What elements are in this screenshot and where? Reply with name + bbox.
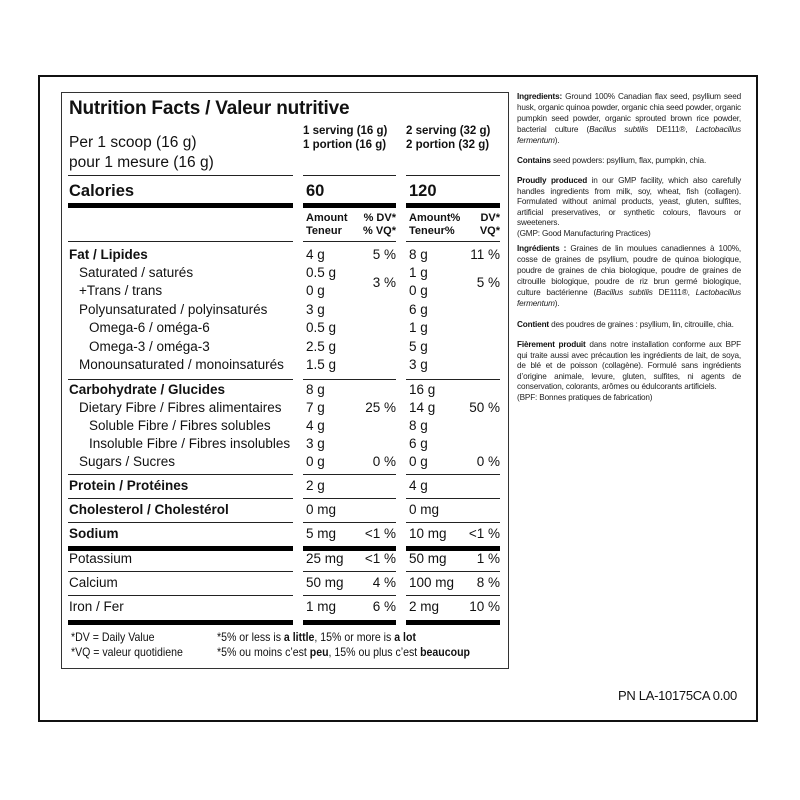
nutrient-dv-1: 25 % — [365, 400, 396, 415]
calories-label: Calories — [69, 182, 135, 200]
nutrient-amount-2: 5 g — [409, 339, 428, 354]
nutrient-label: Carbohydrate / Glucides — [69, 382, 226, 397]
divider — [303, 522, 396, 523]
nutrient-label: Potassium — [69, 551, 133, 566]
divider — [303, 498, 396, 499]
ingredients-fr-label: Ingrédients : — [517, 244, 567, 253]
divider — [68, 522, 293, 523]
dv-header-2 — [460, 212, 500, 238]
facility-fr — [517, 340, 741, 403]
serving-size — [69, 133, 214, 173]
dv-guidance-fr: *5% ou moins c’est peu, 15% ou plus c’est beaucoup — [217, 645, 470, 659]
nutrient-amount-1: 4 g — [306, 418, 325, 433]
nutrient-label: Dietary Fibre / Fibres alimentaires — [79, 400, 282, 415]
contains-en — [517, 155, 741, 166]
nutrient-label: Omega-6 / oméga-6 — [89, 320, 210, 335]
divider — [406, 498, 500, 499]
nutrient-label: Saturated / saturés — [79, 265, 194, 280]
amount-header-1 — [306, 212, 348, 238]
nutrient-label: Polyunsaturated / polyinsaturés — [79, 302, 268, 317]
nutrient-amount-1: 0 mg — [306, 502, 337, 517]
calories-value-1: 60 — [306, 182, 325, 200]
nutrient-amount-1: 8 g — [306, 382, 325, 397]
contains-en-text: seed powders: psyllium, flax, pumpkin, chia. — [550, 156, 707, 165]
culture-name: Lactobacillus fermentum — [517, 125, 741, 145]
nutrient-label: Cholesterol / Cholestérol — [69, 502, 229, 517]
ingredients-fr: Ingrédients : Graines de lin moulues canadiennes à 100%, cosse de graines de psyllium, poudre de quinoa biologique, poudre de graines de chia biologique, poudre de graines de citrouille biologique, poudre de riz brun germé biologique, culture bactérienne (Bacillus subtilis DE111®, Lactobacillus fermentum). — [517, 244, 742, 308]
nutrition-title: Nutrition Facts / Valeur nutritive — [69, 98, 350, 119]
gmp-note: (GMP: Good Manufacturing Practices) — [517, 228, 651, 238]
nutrient-amount-1: 1 mg — [306, 599, 337, 614]
nutrient-amount-2: 1 g — [409, 320, 428, 335]
divider — [68, 474, 293, 475]
divider — [406, 595, 500, 596]
nutrient-amount-2: 50 mg — [409, 551, 447, 566]
dv-header-fr: VQ* — [479, 225, 500, 237]
sat-trans-dv-1: 3 % — [372, 275, 396, 290]
nutrient-amount-1: 1.5 g — [306, 357, 337, 372]
contains-fr-label: Contient — [517, 320, 549, 329]
amount-header-fr: Teneur — [306, 225, 342, 237]
facility-fr-label: Fièrement produit — [517, 340, 586, 349]
divider — [68, 379, 293, 380]
nutrition-facts-table — [61, 92, 509, 669]
nutrient-dv-1: <1 % — [364, 551, 396, 566]
nutrient-dv-1: 0 % — [372, 454, 396, 469]
divider — [68, 595, 293, 596]
dv-legend-fr: *VQ = valeur quotidiene — [71, 645, 183, 659]
nutrient-amount-1: 0 g — [306, 454, 325, 469]
nutrient-label: Monounsaturated / monoinsaturés — [79, 357, 284, 372]
nutrient-dv-2: 50 % — [469, 400, 500, 415]
divider — [406, 241, 500, 242]
facility-en-text: in our GMP facility, which also carefully handles ingredients from milk, soy, wheat, fish (collagen). Formulated without animal products, yeast, gluten, sulfites, artificial preservatives, or synthetic colours, flavours or sweeteners. — [517, 176, 742, 227]
serving-fr-1: 1 portion (16 g) — [303, 139, 387, 151]
dv-header-1 — [356, 212, 396, 238]
divider — [303, 175, 396, 176]
ingredients-en-label: Ingredients: — [517, 92, 563, 101]
nutrient-dv-2: 1 % — [476, 551, 500, 566]
divider — [406, 474, 500, 475]
amount-header-en: Amount% — [409, 212, 461, 224]
serving-header-1 — [303, 124, 387, 152]
nutrient-dv-1: <1 % — [364, 526, 396, 541]
thick-divider — [303, 203, 396, 208]
nutrient-amount-2: 16 g — [409, 382, 436, 397]
nutrient-label: Fat / Lipides — [69, 247, 148, 262]
nutrient-amount-1: 5 mg — [306, 526, 337, 541]
amount-header-2 — [409, 212, 460, 238]
dv-header-fr: % VQ* — [362, 225, 396, 237]
nutrient-label: Calcium — [69, 575, 118, 590]
nutrient-amount-1: 3 g — [306, 436, 325, 451]
dv-guidance-en: *5% or less is a little, 15% or more is a lot — [217, 630, 416, 644]
serving-fr-2: 2 portion (32 g) — [406, 139, 490, 151]
nutrient-dv-2: 10 % — [469, 599, 500, 614]
nutrient-label: Protein / Protéines — [69, 478, 189, 493]
nutrient-amount-1: 50 mg — [306, 575, 344, 590]
dv-legend-en: *DV = Daily Value — [71, 630, 155, 644]
serving-header-2 — [406, 124, 490, 152]
nutrient-amount-2: 4 g — [409, 478, 428, 493]
nutrient-label: Sodium — [69, 526, 119, 541]
nutrient-amount-2: 1 g — [409, 265, 428, 280]
nutrient-amount-1: 0.5 g — [306, 265, 337, 280]
divider — [68, 498, 293, 499]
divider — [406, 571, 500, 572]
serving-size-en: Per 1 scoop (16 g) — [69, 134, 197, 151]
divider — [406, 522, 500, 523]
calories-value-2: 120 — [409, 182, 437, 200]
thick-divider — [406, 620, 500, 625]
contains-en-label: Contains — [517, 156, 551, 165]
nutrient-dv-1: 6 % — [372, 599, 396, 614]
nutrient-label: Soluble Fibre / Fibres solubles — [89, 418, 271, 433]
facility-en — [517, 176, 741, 239]
culture-name: Lactobacillus fermentum — [517, 288, 741, 308]
nutrient-amount-1: 7 g — [306, 400, 325, 415]
divider — [303, 474, 396, 475]
nutrient-amount-1: 4 g — [306, 247, 325, 262]
nutrient-dv-1: 4 % — [372, 575, 396, 590]
contains-fr — [517, 319, 741, 330]
nutrient-amount-2: 10 mg — [409, 526, 447, 541]
amount-header-fr: Teneur% — [409, 225, 455, 237]
culture-name: Bacillus subtilis — [596, 288, 653, 297]
dv-guidance — [217, 630, 470, 660]
nutrient-amount-2: 8 g — [409, 247, 428, 262]
divider — [303, 595, 396, 596]
divider — [303, 571, 396, 572]
divider — [303, 241, 396, 242]
contains-fr-text: des poudres de graines : psyllium, lin, citrouille, chia. — [549, 320, 734, 329]
nutrient-amount-1: 0.5 g — [306, 320, 337, 335]
serving-size-fr: pour 1 mesure (16 g) — [69, 154, 214, 171]
nutrient-dv-2: 8 % — [476, 575, 500, 590]
nutrient-dv-2: 0 % — [476, 454, 500, 469]
divider — [68, 571, 293, 572]
nutrient-label: Insoluble Fibre / Fibres insolubles — [89, 436, 291, 451]
nutrient-amount-2: 0 g — [409, 283, 428, 298]
nutrient-amount-2: 8 g — [409, 418, 428, 433]
nutrient-amount-2: 0 mg — [409, 502, 440, 517]
nutrient-amount-1: 2.5 g — [306, 339, 337, 354]
nutrient-amount-2: 6 g — [409, 436, 428, 451]
sat-trans-dv-2: 5 % — [476, 275, 500, 290]
facility-fr-text: dans notre installation conforme aux BPF qui traite aussi avec précaution les ingrédients de lait, de soya, de blé et de poisson (collagène). Formulé sans ingrédients d’origine animale, levure, gluten, sulfites, ni agents de conservation, colorants, arômes ou édulcorants artificiels. — [517, 340, 741, 391]
nutrient-amount-2: 3 g — [409, 357, 428, 372]
thick-divider — [68, 620, 293, 625]
nutrient-amount-2: 0 g — [409, 454, 428, 469]
divider — [406, 379, 500, 380]
divider — [303, 379, 396, 380]
dv-header-en: DV* — [480, 212, 500, 224]
nutrient-amount-1: 2 g — [306, 478, 325, 493]
nutrient-amount-2: 2 mg — [409, 599, 440, 614]
thick-divider — [406, 203, 500, 208]
amount-header-en: Amount — [306, 212, 348, 224]
serving-en-2: 2 serving (32 g) — [406, 125, 491, 137]
nutrient-amount-1: 25 mg — [306, 551, 344, 566]
nutrient-dv-2: 11 % — [470, 247, 500, 262]
dv-header-en: % DV* — [363, 212, 396, 224]
nutrient-label: Omega-3 / oméga-3 — [89, 339, 210, 354]
nutrient-label: Sugars / Sucres — [79, 454, 176, 469]
nutrient-amount-2: 6 g — [409, 302, 428, 317]
divider — [68, 175, 293, 176]
facility-en-label: Proudly produced — [517, 176, 588, 185]
serving-en-1: 1 serving (16 g) — [303, 125, 388, 137]
culture-name: Bacillus subtilis — [589, 125, 649, 134]
dv-legend — [71, 630, 183, 660]
nutrient-label: Iron / Fer — [69, 599, 124, 614]
divider — [406, 175, 500, 176]
divider — [68, 241, 293, 242]
nutrient-dv-1: 5 % — [372, 247, 396, 262]
nutrient-amount-2: 100 mg — [409, 575, 455, 590]
ingredients-en-text: Ground 100% Canadian flax seed, psyllium seed husk, organic quinoa powder, organic chia seed powder, organic pumpkin seed powder, organic sprouted brown rice powder, bacterial culture ( — [517, 92, 741, 134]
ingredients-en: Ingredients: Ground 100% Canadian flax seed, psyllium seed husk, organic quinoa powder, organic chia seed powder, organic pumpkin seed powder, organic sprouted brown rice powder, bacterial culture (Bacillus subtilis DE111®, Lactobacillus fermentum). — [517, 92, 741, 145]
nutrient-label: +Trans / trans — [79, 283, 163, 298]
nutrient-amount-2: 14 g — [409, 400, 436, 415]
nutrient-amount-1: 3 g — [306, 302, 325, 317]
thick-divider — [68, 203, 293, 208]
bpf-note: (BPF: Bonnes pratiques de fabrication) — [517, 392, 653, 402]
ingredients-fr-text: Graines de lin moulues canadiennes à 100%, cosse de graines de psyllium, poudre de quinoa biologique, poudre de graines de chia biologique, poudre de graines de citrouille biologique, poudre de riz brun germé biologique, culture bactérienne ( — [517, 244, 742, 297]
part-number: PN LA-10175CA 0.00 — [618, 688, 737, 703]
nutrient-dv-2: <1 % — [468, 526, 500, 541]
nutrient-amount-1: 0 g — [306, 283, 325, 298]
thick-divider — [303, 620, 396, 625]
